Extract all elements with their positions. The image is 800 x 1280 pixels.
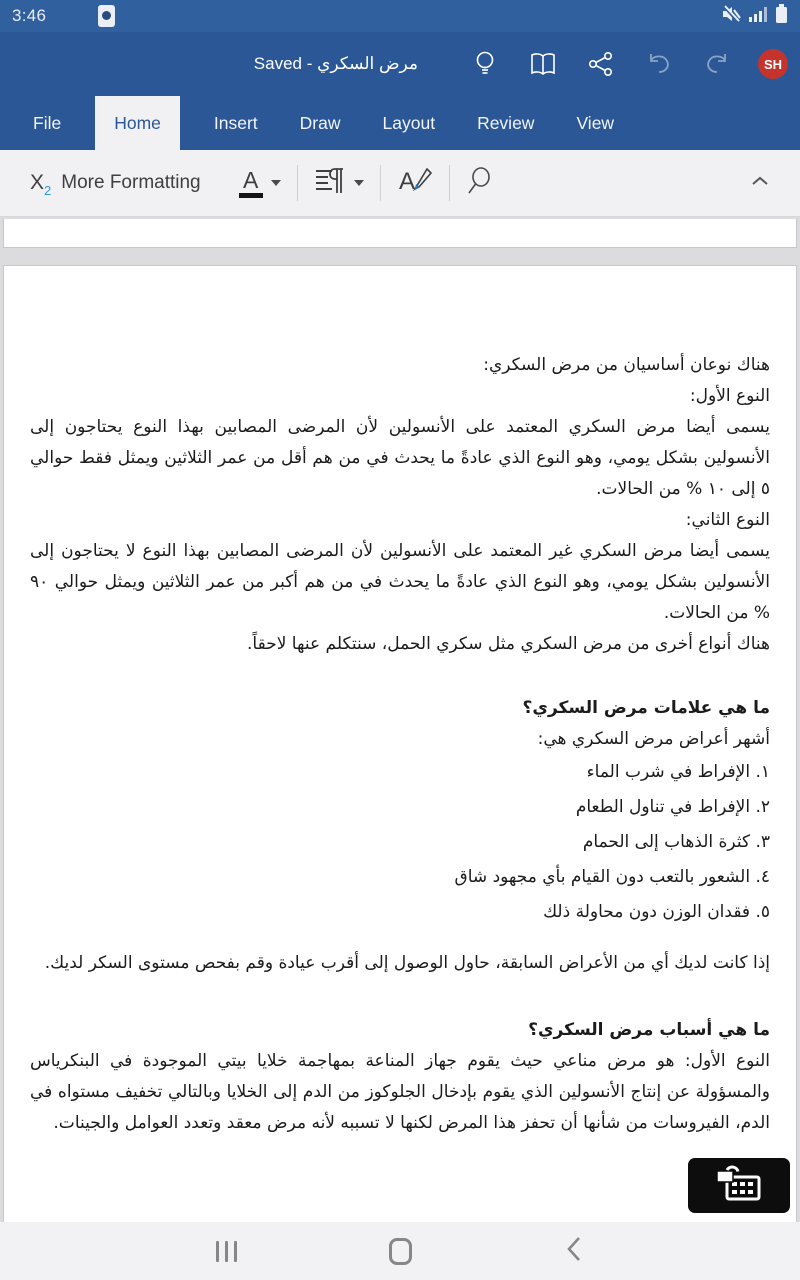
redo-icon[interactable] [700, 47, 734, 81]
doc-list-item[interactable]: ٥. فقدان الوزن دون محاولة ذلك [543, 902, 770, 922]
find-button[interactable] [466, 167, 494, 200]
subscript-icon: X 2 [30, 171, 52, 198]
share-icon[interactable] [584, 47, 618, 81]
keyboard-icon [713, 1163, 765, 1208]
page-gap [0, 248, 800, 265]
chevron-down-icon [354, 180, 364, 186]
toolbar-divider [297, 165, 298, 201]
tab-view[interactable]: View [576, 112, 615, 133]
previous-page-bottom[interactable] [3, 219, 797, 248]
doc-heading[interactable]: ما هي أسباب مرض السكري؟ [528, 1020, 770, 1040]
chevron-down-icon [271, 180, 281, 186]
doc-list-item[interactable]: ١. الإفراط في شرب الماء [586, 762, 770, 782]
doc-list-item[interactable]: ٤. الشعور بالتعب دون القيام بأي مجهود شاق [454, 867, 770, 887]
doc-paragraph[interactable]: يسمى أيضا مرض السكري المعتمد على الأنسولين لأن المرضى المصابين بهذا النوع يحتاجون إلى الأنسولين بشكل يومي، وهو النوع الذي عادةً ما يحدث في من هم أقل من عمر الثلاثين ويمثل فقط حوالي ٥ إلى ١٠ % من الحالات. [30, 417, 770, 499]
doc-paragraph[interactable]: أشهر أعراض مرض السكري هي: [537, 729, 770, 749]
home-button[interactable] [384, 1235, 416, 1267]
styles-button[interactable] [397, 165, 433, 202]
more-formatting-label: More Formatting [61, 172, 201, 193]
screenshot-notification-icon [98, 5, 115, 27]
android-nav-bar [0, 1222, 800, 1280]
recents-icon [216, 1241, 237, 1262]
home-icon [389, 1238, 412, 1265]
doc-heading[interactable]: ما هي علامات مرض السكري؟ [522, 698, 770, 718]
home-toolbar [0, 150, 800, 217]
doc-paragraph[interactable]: النوع الأول: هو مرض مناعي حيث يقوم جهاز المناعة بمهاجمة خلايا بيتي الموجودة في البنكرياس والمسؤولة عن إنتاج الأنسولين الذي يقوم بإدخال الجلوكوز من الدم إلى الخلايا وبالتالي تخفيف مستواه في الدم، الفيروسات من شأنها أن تحفز هذا المرض لكنها لا تسببه لأنه مرض معقد وتعدد العوامل والجينات. [30, 1051, 770, 1133]
styles-pen-icon [397, 165, 433, 202]
tab-draw[interactable]: Draw [299, 112, 341, 133]
tab-file[interactable]: File [33, 112, 62, 133]
doc-paragraph[interactable]: النوع الثاني: [685, 510, 770, 530]
doc-list-item[interactable]: ٣. كثرة الذهاب إلى الحمام [582, 832, 770, 852]
doc-list-item[interactable]: ٢. الإفراط في تناول الطعام [575, 797, 770, 817]
doc-paragraph[interactable]: يسمى أيضا مرض السكري غير المعتمد على الأنسولين لأن المرضى المصابين بهذا النوع لا يحتاجون إلى الأنسولين بشكل يومي، وهو النوع الذي عادةً ما يحدث في من هم أكبر من عمر الثلاثين ويمثل حوالي ٩٠ % من الحالات. [30, 541, 770, 623]
back-icon [566, 1235, 582, 1268]
document-title: مرض السكري - Saved [253, 54, 418, 73]
doc-paragraph[interactable]: النوع الأول: [689, 386, 770, 406]
more-formatting-button[interactable] [30, 171, 201, 198]
toolbar-divider [449, 165, 450, 201]
search-icon [466, 167, 494, 200]
status-bar [0, 0, 800, 32]
paragraph-formatting-button[interactable] [314, 167, 364, 200]
recents-button[interactable] [210, 1235, 242, 1267]
read-mode-icon[interactable] [526, 47, 560, 81]
paragraph-formatting-icon [314, 167, 346, 200]
document-page[interactable] [3, 265, 797, 1222]
undo-icon[interactable] [642, 47, 676, 81]
title-bar [0, 32, 800, 96]
doc-paragraph[interactable]: هناك أنواع أخرى من مرض السكري مثل سكري الحمل، سنتكلم عنها لاحقاً. [247, 634, 770, 654]
chevron-up-icon [750, 174, 770, 192]
toolbar-divider [380, 165, 381, 201]
ribbon-tab-bar [0, 96, 800, 150]
clock: 3:46 [12, 6, 47, 25]
mute-icon [721, 5, 741, 28]
tab-review[interactable]: Review [477, 112, 535, 133]
collapse-ribbon-button[interactable] [750, 174, 770, 192]
account-avatar[interactable]: SH [758, 49, 788, 79]
doc-paragraph[interactable]: إذا كانت لديك أي من الأعراض السابقة، حاول الوصول إلى أقرب عيادة وقم بفحص مستوى السكر لديك. [44, 953, 770, 973]
lightbulb-icon[interactable] [468, 47, 502, 81]
font-color-button[interactable] [239, 166, 281, 198]
svg-text:A: A [398, 167, 415, 195]
tab-home[interactable]: Home [95, 96, 180, 150]
back-button[interactable] [558, 1235, 590, 1267]
tab-insert[interactable]: Insert [213, 112, 258, 133]
signal-icon [748, 5, 768, 28]
show-keyboard-button[interactable] [688, 1158, 790, 1213]
battery-icon [775, 4, 788, 29]
font-color-icon: A [239, 169, 263, 198]
document-canvas [0, 217, 800, 1222]
tab-layout[interactable]: Layout [382, 112, 436, 133]
doc-paragraph[interactable]: هناك نوعان أساسيان من مرض السكري: [483, 355, 770, 375]
